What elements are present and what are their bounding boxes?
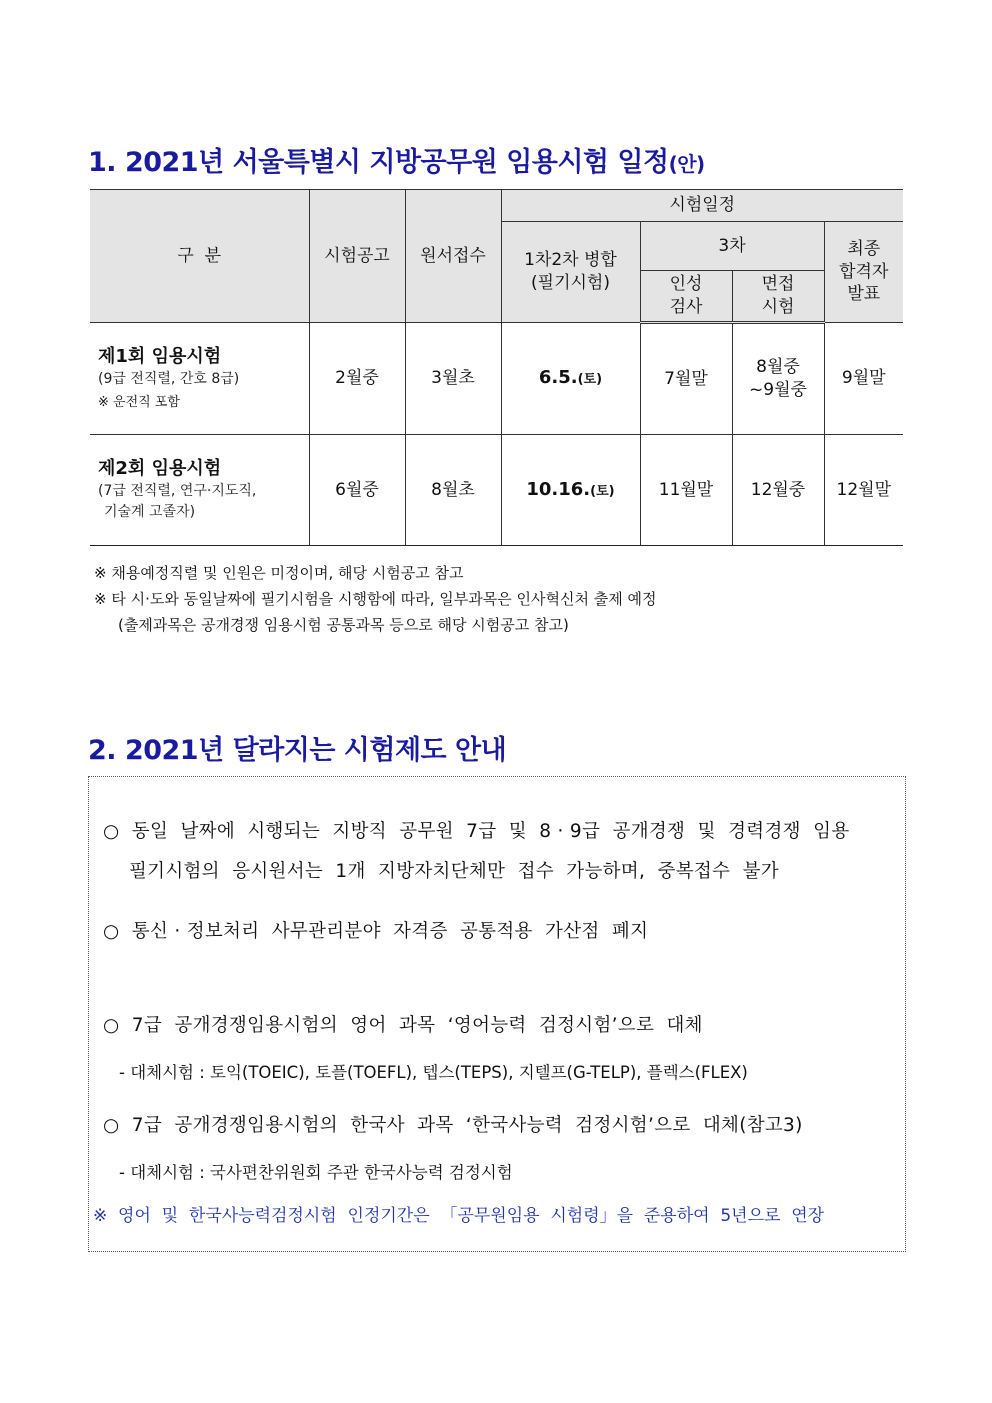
header-announce: 시험공고: [309, 190, 405, 323]
list-item: ○ 통신 · 정보처리 사무관리분야 자격증 공통적용 가산점 폐지: [103, 921, 649, 942]
header-aptitude: 인성 검사: [640, 271, 732, 323]
schedule-notes: [94, 560, 656, 638]
header-category: 구 분: [90, 190, 309, 323]
cell-aptitude: 11월말: [640, 435, 732, 546]
cell-announce: 2월중: [309, 323, 405, 435]
cell-final: 12월말: [824, 435, 903, 546]
cell-application: 3월초: [405, 323, 501, 435]
exam-schedule-table: [90, 189, 903, 546]
cell-interview: 8월중 ~9월중: [732, 323, 824, 435]
header-application: 원서접수: [405, 190, 501, 323]
table-row: [90, 435, 903, 546]
cell-interview: 12월중: [732, 435, 824, 546]
section1-title-suffix: (안): [668, 152, 705, 176]
note-line: ※ 타 시·도와 동일날짜에 필기시험을 시행함에 따라, 일부과목은 인사혁신처 출제 예정: [94, 590, 657, 608]
section2-title: 2. 2021년 달라지는 시험제도 안내: [88, 735, 507, 766]
list-item-continued: 필기시험의 응시원서는 1개 지방자치단체만 접수 가능하며, 중복접수 불가: [129, 861, 779, 882]
row-title: 제2회 임용시험 (7급 전직렬, 연구·지도직, 기술계 고졸자): [90, 435, 309, 546]
section1-title: 1. 2021년 서울특별시 지방공무원 임용시험 일정(안): [88, 147, 705, 178]
list-subitem: - 대체시험 : 국사편찬위원회 주관 한국사능력 검정시험: [119, 1163, 513, 1182]
cell-final: 9월말: [824, 323, 903, 435]
cell-announce: 6월중: [309, 435, 405, 546]
header-stage3: 3차: [640, 222, 824, 271]
note-line: (출제과목은 공개경쟁 임용시험 공통과목 등으로 해당 시험공고 참고): [118, 616, 569, 634]
table-row: [90, 323, 903, 435]
header-interview: 면접 시험: [732, 271, 824, 323]
cell-aptitude: 7월말: [640, 323, 732, 435]
list-subitem: - 대체시험 : 토익(TOEIC), 토플(TOEFL), 텝스(TEPS), 지텔프(G-TELP), 플렉스(FLEX): [119, 1063, 748, 1082]
note-line: ※ 채용예정직렬 및 인원은 미정이며, 해당 시험공고 참고: [94, 564, 464, 582]
list-item: ○ 7급 공개경쟁임용시험의 한국사 과목 ‘한국사능력 검정시험’으로 대체(참고3): [103, 1115, 803, 1136]
cell-application: 8월초: [405, 435, 501, 546]
cell-written-date: 10.16.(토): [501, 435, 640, 546]
header-stage12: 1차2차 병합 (필기시험): [501, 222, 640, 323]
cell-written-date: 6.5.(토): [501, 323, 640, 435]
list-item: ○ 7급 공개경쟁임용시험의 영어 과목 ‘영어능력 검정시험’으로 대체: [103, 1015, 703, 1036]
row-title: 제1회 임용시험 (9급 전직렬, 간호 8급) ※ 운전직 포함: [90, 323, 309, 435]
list-item: ○ 동일 날짜에 시행되는 지방직 공무원 7급 및 8 · 9급 공개경쟁 및 경력경쟁 임용: [103, 821, 850, 842]
header-final: 최종 합격자 발표: [824, 222, 903, 323]
warning-note: ※ 영어 및 한국사능력검정시험 인정기간은 「공무원임용 시험령」을 준용하여 5년으로 연장: [93, 1206, 825, 1226]
changes-box: [88, 776, 906, 1252]
header-schedule: 시험일정: [501, 190, 903, 222]
